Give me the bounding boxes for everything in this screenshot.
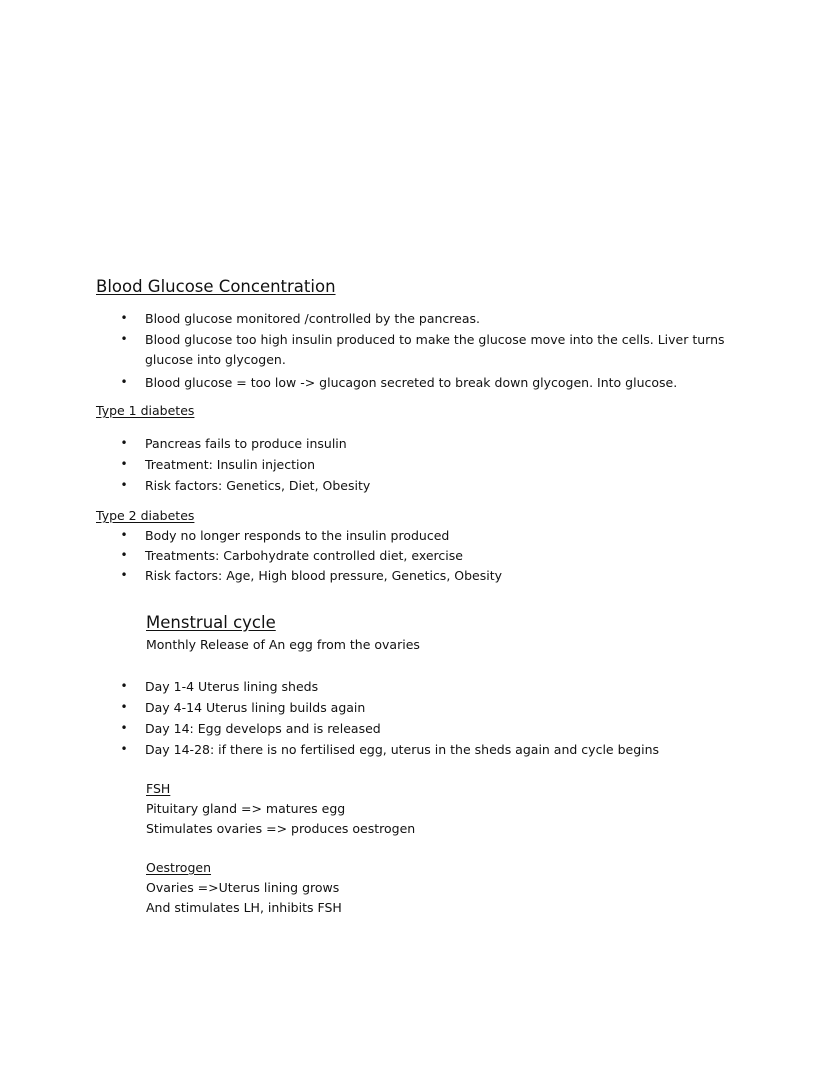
bullet-icon: • <box>120 528 128 542</box>
menstrual-list <box>119 679 659 763</box>
bullet-icon: • <box>120 436 128 450</box>
list-item: • Body no longer responds to the insulin produced <box>120 528 450 543</box>
section-heading-fsh: FSH <box>146 781 171 796</box>
section-heading-oestrogen: Oestrogen <box>146 860 212 875</box>
bullet-icon: • <box>120 332 128 346</box>
bullet-icon: • <box>120 311 128 325</box>
list-item: • Blood glucose monitored /controlled by the pancreas. <box>120 311 481 326</box>
bullet-icon: • <box>120 679 128 693</box>
fsh-line: Pituitary gland => matures egg <box>146 801 346 816</box>
list-item: • Day 4-14 Uterus lining builds again <box>120 700 366 715</box>
oestrogen-line: And stimulates LH, inhibits FSH <box>146 900 342 915</box>
bullet-icon: • <box>120 478 128 492</box>
list-item: • Day 14: Egg develops and is released <box>120 721 381 736</box>
list-item: • Blood glucose = too low -> glucagon secreted to break down glycogen. Into glucose. <box>120 375 678 390</box>
bullet-icon: • <box>120 742 128 756</box>
menstrual-subtitle: Monthly Release of An egg from the ovaries <box>146 637 420 652</box>
list-item: • Day 14-28: if there is no fertilised egg, uterus in the sheds again and cycle begins <box>120 742 660 757</box>
bullet-icon: • <box>120 700 128 714</box>
list-item: • Treatments: Carbohydrate controlled diet, exercise <box>120 548 463 563</box>
list-item: • Treatment: Insulin injection <box>120 457 316 472</box>
blood-glucose-list <box>119 311 725 395</box>
bullet-icon: • <box>120 375 128 389</box>
bullet-icon: • <box>120 721 128 735</box>
section-heading-type1: Type 1 diabetes <box>96 403 195 418</box>
section-heading-menstrual: Menstrual cycle <box>146 613 276 632</box>
list-item: • Day 1-4 Uterus lining sheds <box>120 679 319 694</box>
list-item: • Blood glucose too high insulin produced to make the glucose move into the cells. Liver turns <box>120 332 725 347</box>
bullet-icon: • <box>120 568 128 582</box>
bullet-icon: • <box>120 457 128 471</box>
type1-list <box>119 436 370 499</box>
list-item: • Risk factors: Genetics, Diet, Obesity <box>120 478 371 493</box>
list-item: • Risk factors: Age, High blood pressure, Genetics, Obesity <box>120 568 503 583</box>
section-heading-type2: Type 2 diabetes <box>96 508 195 523</box>
oestrogen-line: Ovaries =>Uterus lining grows <box>146 880 340 895</box>
list-item: • Pancreas fails to produce insulin <box>120 436 347 451</box>
list-item-continuation: glucose into glycogen. <box>145 352 286 367</box>
section-heading-blood-glucose: Blood Glucose Concentration <box>96 277 336 296</box>
fsh-line: Stimulates ovaries => produces oestrogen <box>146 821 416 836</box>
type2-list <box>119 528 502 588</box>
bullet-icon: • <box>120 548 128 562</box>
